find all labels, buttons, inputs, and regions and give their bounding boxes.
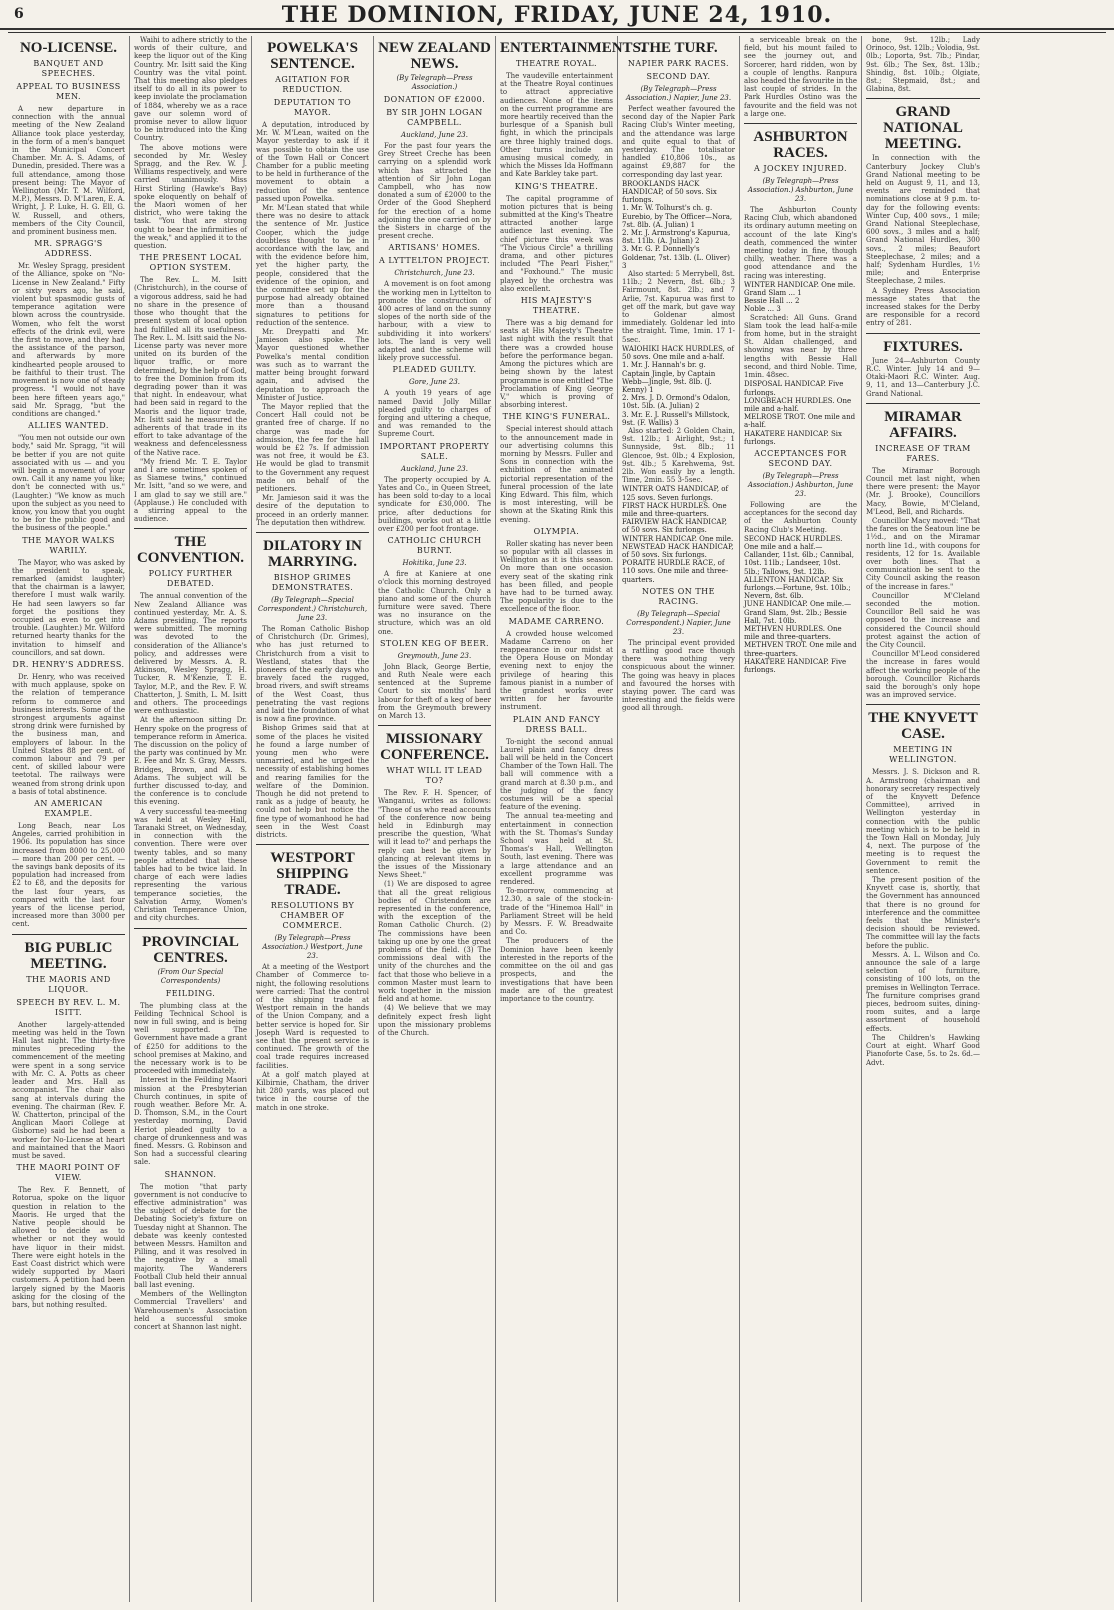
article-subheading: MADAME CARRENO. xyxy=(508,616,605,626)
article-paragraph xyxy=(12,559,125,657)
article-subheading: APPEAL TO BUSINESS MEN. xyxy=(16,82,121,101)
article-heading: NO-LICENSE. xyxy=(19,40,118,56)
article-subheading: POLICY FURTHER DEBATED. xyxy=(148,569,233,589)
article-paragraph xyxy=(500,425,613,523)
article-subheading: THEATRE ROYAL. xyxy=(515,59,598,68)
article-paragraph xyxy=(134,1290,247,1331)
paragraph-text: A youth 19 years of age named David Jolly Millar pleaded guilty to charges of forging and uttering a cheque, and was remanded to the Supreme Court. xyxy=(378,389,491,439)
article-paragraph xyxy=(866,592,980,649)
paragraph-text: The capital programme of motion pictures that is being submitted at the King's Theatre attracted another large audience last evening. The chief picture this week was "The Vicious Circle" a thrilling drama, and other pictures included "The Pearl Fisher," and "Foxhound." The music played by the orchestra was also excellent. xyxy=(500,194,613,293)
dateline: Greymouth, June 23. xyxy=(397,651,472,660)
article-heading: ENTERTAINMENTS. xyxy=(500,40,645,56)
article-paragraph xyxy=(500,72,613,179)
article-subheading: BISHOP GRIMES DEMONSTRATES. xyxy=(271,572,354,592)
article-paragraph xyxy=(134,592,247,715)
column-8 xyxy=(862,36,984,1602)
race-result-line: 2. Mr. J. Armstrong's Kapurua, 8st. 11lb. (A. Julian) 2 xyxy=(622,229,731,246)
section-divider xyxy=(134,528,247,529)
article-paragraph xyxy=(744,314,857,380)
section-divider xyxy=(378,725,491,726)
race-result-line: WINTER HANDICAP. One mile. xyxy=(622,534,734,543)
paragraph-text: June 24—Ashburton County R.C. Winter. July 14 and 9—Otaki-Maori R.C. Winter. Aug. 9, 11, and 13—Canterbury J.C. Grand National. xyxy=(866,356,980,398)
paragraph-text: The motion "that party government is not conducive to effective administration" was the subject of debate for the Debating Society's fixture on Tuesday night at Shannon. The debate was keenly contested between Messrs. Hamilton and Pilling, and it was resolved in the negative by a small majority. The Wanderers Football Club held their annual ball last evening. xyxy=(134,1182,247,1289)
column-2 xyxy=(130,36,252,1602)
article-heading: DILATORY IN MARRYING. xyxy=(263,537,362,570)
dateline: Christchurch, June 23. xyxy=(394,269,475,278)
paragraph-text: (4) We believe that we may definitely expect fresh light upon the missionary problems of the Church. xyxy=(378,1004,491,1038)
paragraph-text: The Children's Hawking Court at eight. Wharf Good Pianoforte Case, 5s. to 2s. 6d.—Advt. xyxy=(866,1033,980,1067)
article-heading: BIG PUBLIC MEETING. xyxy=(24,939,113,972)
paragraph-text: The vaudeville entertainment at the Theatre Royal continues to attract appreciative audiences. None of the items on the current programme are more heartily received than the burlesque of a Spanish bull fight, in which the principals are three highly trained dogs. Other turns include an amusing musical comedy, in which the Misses Ida Hoffmann and Kate Barkley take part. xyxy=(500,72,613,179)
paragraph-text: To-morrow, commencing at 12.30, a sale of the stock-in-trade of the "Hinemoa Hall" in Parliament Street will be held by Messrs. F. W. Breadwaite and Co. xyxy=(500,887,613,937)
paragraph-text: The Roman Catholic Bishop of Christchurch (Dr. Grimes), who has just returned to Christchurch from a visit to Westland, states that the pioneers of the early days who bravely faced the rugged, broad rivers, and swift streams of the West Coast, thus penetrating the vast regions and laid the foundation of what is now a fine province. xyxy=(256,624,369,724)
paragraph-text: In connection with the Canterbury Jockey Club's Grand National meeting to be held on August 9, 11, and 13, events are reminded that nominations close at 9 p.m. to-day for the following events: Winter Cup, 400 sovs., 1 mile; Grand National Steeplechase, 600 sovs., 3 miles and a half; Grand National Hurdles, 300 sovs., 2 miles; Beaufort Steeplechase, 2 miles; and a half; Sydenham Hurdles, 1½ mile; and Enterprise Steeplechase, 2 miles. xyxy=(866,154,980,286)
article-paragraph xyxy=(134,1002,247,1076)
race-result-line: SECOND HACK HURDLES. One mile and a half.—Callander, 11st. 6lb.; Cannibal, 10st. 11lb.; Landseer, 10st. 5lb.; Tallows, 9st. 12lb. xyxy=(744,534,854,576)
column-7 xyxy=(740,36,862,1602)
article-paragraph xyxy=(500,195,613,293)
paragraph-text: bone, 9st. 12lb.; Lady Orinoco, 9st. 12lb.; Volodia, 9st. 0lb.; Loporta, 9st. 7lb.; Pindar, 9st. 6lb.; The Sex, 8st. 13lb.; Shindig, 8st. 10lb.; Olgiate, 8st.; Stepmaid, 8st.; and Glabina, 8st. xyxy=(866,36,980,94)
article-subheading: SHANNON. xyxy=(164,1169,217,1179)
article-subheading: DR. HENRY'S ADDRESS. xyxy=(12,659,125,669)
article-subheading: NOTES ON THE RACING. xyxy=(641,586,715,606)
paragraph-text: A Sydney Press Association message states that the increased stakes for the Derby are responsible for a record entry of 281. xyxy=(866,286,980,328)
article-heading: GRAND NATIONAL MEETING. xyxy=(883,104,963,153)
paragraph-text: Scratched: All Guns. Grand Slam took the lead half-a-mile from home, but in the straight St. Aldan challenged, and showing was near by three lengths with Bessie Hall second, and third Noble. Time, 1min. 48sec. xyxy=(744,313,857,380)
article-paragraph xyxy=(866,154,980,285)
article-subheading: STOLEN KEG OF BEER. xyxy=(379,638,490,648)
dateline: (By Telegraph—Press Association.) Ashburton, June 23. xyxy=(747,471,854,498)
race-result-line: DISPOSAL HANDICAP. Five furlongs. xyxy=(744,380,844,397)
article-paragraph xyxy=(500,937,613,1003)
article-subheading: THE PRESENT LOCAL OPTION SYSTEM. xyxy=(139,253,242,273)
article-paragraph xyxy=(256,204,369,327)
paragraph-text: (1) We are disposed to agree that all the great religious bodies of Christendom are represented in the conference, with the exception of the Roman Catholic Church. (2) The commissions have been taking up one by one the great problems of the field. (3) The commissions deal with the unity of the churches and the fact that those who believe in a common Master must learn to work together in the mission field and at home. xyxy=(378,880,491,1004)
article-paragraph xyxy=(12,822,125,929)
paragraph-text: Mr. M'Lean stated that while there was no desire to attack the sentence of Mr. Justice Cooper, which the judge doubtless thought to be in accordance with the law, and with the evidence before him, yet the higher party, the people, considered that the evidence of the opinion, and the committee set up for the purpose had already obtained more than a thousand signatures to petitions for reduction of the sentence. xyxy=(256,204,369,327)
paragraph-text: Mr. Dreypatti and Mr. Jamieson also spoke. The Mayor questioned whether Powelka's mental condition was such as to warrant the matter being brought forward again, and advised the deputation to approach the Minister of Justice. xyxy=(256,328,369,402)
section-divider xyxy=(866,333,980,334)
paragraph-text: Special interest should attach to the announcement made in our advertising columns this morning by Messrs. Fuller and Sons in connection with the exhibition of the animated pictorial representation of the funeral procession of the late King Edward. This film, which is most interesting, will be shown at the Skating Rink this evening. xyxy=(500,425,613,524)
paragraph-text: a serviceable break on the field, but his mount failed to see the journey out, and Sorcerer, hard ridden, won by a couple of lengths. Ranpura also headed the favourite in the last couple of strides. In the Park Hurdles Ostino was the favourite and the field was not a large one. xyxy=(744,36,857,118)
dateline: (By Telegraph—Press Association.) Westport, June 23. xyxy=(262,934,363,961)
article-subheading: WHAT WILL IT LEAD TO? xyxy=(386,766,483,786)
article-paragraph xyxy=(866,287,980,328)
article-paragraph xyxy=(866,876,980,950)
article-paragraph xyxy=(134,1183,247,1290)
race-result-line: PORAITE HURDLE RACE, of 110 sovs. One mile and three-quarters. xyxy=(622,559,729,584)
paragraph-text: Councillor M'Cleland seconded the motion. Councillor Bell said he was opposed to the increase and considered the Council should protest against the action of the City Council. xyxy=(866,591,980,649)
article-paragraph xyxy=(378,663,491,720)
article-subheading: IMPORTANT PROPERTY SALE. xyxy=(379,441,490,461)
article-paragraph xyxy=(134,808,247,923)
article-subheading: THE KING'S FUNERAL. xyxy=(502,412,611,422)
article-paragraph xyxy=(378,789,491,879)
article-paragraph xyxy=(744,36,857,118)
race-result-line: Bessie Hall ... 2 xyxy=(744,297,800,306)
article-subheading: ALLIES WANTED. xyxy=(28,421,109,431)
article-subheading: HIS MAJESTY'S THEATRE. xyxy=(520,296,593,316)
article-subheading: MR. SPRAGG'S ADDRESS. xyxy=(34,239,103,259)
paragraph-text: The above motions were seconded by Mr. Wesley Spragg, and the Rev. W. J. Williams respectively, and were carried unanimously. Miss Hirst Stirling (Hawke's Bay) spoke eloquently on behalf of the Maori women of her district, who were taking the task. "You that are strong ought to bear the infirmities of the weak," and applied it to the question. xyxy=(134,143,247,251)
paragraph-text: A movement is on foot among the working men in Lyttelton to promote the construction of 400 acres of land on the sunny slopes of the north side of the harbour, with a view to subdividing it into workers' lots. The land is very well adapted and the scheme will likely prove successful. xyxy=(378,280,491,363)
paragraph-text: John Black, George Bertie, and Ruth Neale were each sentenced at the Supreme Court to six months' hard labour for theft of a keg of beer from the Greymouth brewery on March 13. xyxy=(378,662,491,720)
paragraph-text: Mr. Wesley Spragg, president of the Alliance, spoke on "No-License in New Zealand." Fifty or sixty years ago, he said, violent but spasmodic gusts of temperance agitation were blown across the countryside. Women, who felt the worst effects of the drink evil, were the first to move, and they had the assistance of the parson, and afterwards by more kindhearted people aroused to be faithful to their trust. The movement is now one of steady progress. "I would not have been here fifteen years ago," said Mr. Spragg, "but the conditions are changed." xyxy=(12,262,125,418)
article-paragraph xyxy=(256,625,369,723)
article-paragraph xyxy=(256,724,369,839)
race-result-line: BROOKLANDS HACK HANDICAP, of 50 sovs. Six furlongs. xyxy=(622,179,717,205)
section-divider xyxy=(744,123,857,124)
paragraph-text: At a golf match played at Kilbirnie, Chatham, the driver hit 280 yards, was placed out twice in the course of the match in one stroke. xyxy=(256,1070,369,1112)
article-heading: MISSIONARY CONFERENCE. xyxy=(380,731,489,764)
article-subheading: DEPUTATION TO MAYOR. xyxy=(273,98,352,117)
paragraph-text: A very successful tea-meeting was held at Wesley Hall, Taranaki Street, on Wednesday, in connection with the convention. There were over twenty tables, and so many people attended that these tables had to be twice laid. In charge of each were ladies representing the various temperance societies, the Salvation Army, Women's Christian Temperance Union, and city churches. xyxy=(134,807,247,923)
article-heading: ASHBURTON RACES. xyxy=(753,129,848,162)
paragraph-text: A deputation, introduced by Mr. W. M'Lean, waited on the Mayor yesterday to ask if it was possible to obtain the use of the Town Hall or Concert Chamber for a public meeting to be held in furtherance of the movement to obtain a reduction of the sentence passed upon Powelka. xyxy=(256,121,369,203)
race-result-line: MELROSE TROT. One mile and a-half. xyxy=(744,413,856,430)
article-heading: FIXTURES. xyxy=(883,338,963,355)
race-result-line: 2. Mrs. J. D. Ormond's Odalon, 10st. 5lb. (A. Julian) 2 xyxy=(622,394,731,411)
paragraph-text: Councillor Macy moved: "That the fares on the Seatoun line be 1½d., and on the Miramar north line 1d., with coupons for residents, 12 for 1s. Available over both lines. That a communication be sent to the City Council asking the reason of the increase in fares." xyxy=(866,516,980,591)
dateline: (By Telegraph—Special Correspondent.) Napier, June 23. xyxy=(626,609,731,636)
section-divider xyxy=(866,98,980,99)
article-paragraph xyxy=(256,403,369,493)
paragraph-text: Roller skating has never been so popular with all classes in Wellington as it is this season. On more than one occasion every seat of the skating rink has been filled, and people have had to be turned away. The popularity is due to the excellence of the floor. xyxy=(500,539,613,614)
article-paragraph xyxy=(12,673,125,796)
dateline: Hokitika, June 23. xyxy=(402,559,467,568)
race-result-line: HAKATERE HANDICAP. Five furlongs. xyxy=(744,657,847,674)
page-title: THE DOMINION, FRIDAY, JUNE 24, 1910. xyxy=(281,2,833,28)
race-result-line: WINTER HANDICAP. One mile. xyxy=(744,280,856,289)
article-paragraph xyxy=(866,357,980,398)
paragraph-text: Councillor M'Leod considered the increase in fares would affect the working people of the borough. Councillor Richards said the borough's only hope was an improved service. xyxy=(866,650,980,700)
article-paragraph xyxy=(256,1071,369,1112)
column-4 xyxy=(374,36,496,1602)
paragraph-text: The Rev. F. H. Spencer, of Wanganui, writes as follows: "Those of us who read accounts of the conference now being held in Edinburgh may prescribe the question, 'What will it lead to?' and perhaps the reply can best be given by glancing at relevant items in the issues of the Missionary News Sheet." xyxy=(378,789,491,880)
masthead xyxy=(0,0,1114,30)
article-subheading: KING'S THEATRE. xyxy=(514,181,599,191)
article-paragraph xyxy=(12,1021,125,1160)
race-result-line: Grand Slam ... 1 xyxy=(744,289,802,298)
article-subheading: DONATION OF £2000. xyxy=(383,95,486,104)
article-paragraph xyxy=(378,1004,491,1037)
paragraph-text: To-night the second annual Laurel plain and fancy dress ball will be held in the Concert Chamber of the Town Hall. The ball will commence with a grand march at 8.30 p.m., and the judging of the fancy costumes will be a special feature of the evening. xyxy=(500,737,613,812)
article-subheading: INCREASE OF TRAM FARES. xyxy=(875,443,971,463)
section-divider xyxy=(134,928,247,929)
article-paragraph xyxy=(134,276,247,456)
article-subheading: BY SIR JOHN LOGAN CAMPBELL. xyxy=(386,108,483,127)
article-subheading: CATHOLIC CHURCH BURNT. xyxy=(387,536,482,556)
paragraph-text: Members of the Wellington Commercial Travellers' and Warehousemen's Association held a successful smoke concert at Shannon last night. xyxy=(134,1290,247,1332)
article-heading: MIRAMAR AFFAIRS. xyxy=(884,408,962,441)
article-subheading: ARTISANS' HOMES. xyxy=(388,243,481,253)
paragraph-text: The producers of the Dominion have been keenly interested in the reports of the committee on the oil and gas prospects, and the investigations that have been made are of the greatest importance to the country. xyxy=(500,937,613,1003)
column-3 xyxy=(252,36,374,1602)
race-result-line: FAIRVIEW HACK HANDICAP, of 50 sovs. Six furlongs. xyxy=(622,518,727,535)
article-paragraph xyxy=(134,458,247,524)
paragraph-text: Mr. Jamieson said it was the desire of the deputation to proceed in an orderly manner. The deputation then withdrew. xyxy=(256,494,369,527)
paragraph-text: Waihi to adhere strictly to the words of their culture, and keep the liquor out of the King Country. Mr. Isitt said the King Country was the vital point. That this meeting also pledges itself to do all in its power to keep inviolate the proclamation of 1884, whereby we as a race gave our solemn word of promise never to allow liquor to be introduced into the King Country. xyxy=(134,36,247,143)
race-result-line: Noble ... 3 xyxy=(744,305,781,314)
paragraph-text: Interest in the Feilding Maori mission at the Presbyterian Church continues, in spite of rough weather. Before Mr. A. D. Thomson, S.M., in the Court yesterday morning, David Heriot pleaded guilty to a charge of drunkenness and was fined. Messrs. G. Robinson and Son had a successful clearing sale. xyxy=(134,1076,247,1167)
columns xyxy=(8,36,1106,1602)
paragraph-text: The principal event provided a rattling good race though there was nothing very conspicuous about the winner. The going was heavy in places and favoured the horses with staying power. The card was interesting and the fields were good all through. xyxy=(622,638,735,713)
article-paragraph xyxy=(378,280,491,362)
dateline: Gore, June 23. xyxy=(408,378,461,387)
article-paragraph xyxy=(866,517,980,591)
article-paragraph xyxy=(500,630,613,712)
masthead-rule xyxy=(8,32,1106,33)
dateline: Auckland, June 23. xyxy=(401,464,468,473)
paragraph-text: Messrs. J. S. Dickson and R. A. Armstrong (chairman and honorary secretary respectively of the Knyvett Defence Committee), arrived in Wellington yesterday in connection with the public meeting which is to be held in the Town Hall on Monday, July 4, next. The purpose of the meeting is to request the Government to remit the sentence. xyxy=(866,768,980,875)
race-result-line: METHVEN HURDLES. One mile and three-quarters. xyxy=(744,624,842,642)
article-subheading: ACCEPTANCES FOR SECOND DAY. xyxy=(754,448,847,468)
paragraph-text: Bishop Grimes said that at some of the places he visited he found a large number of young men who were unmarried, and he urged the necessity of establishing homes and rearing families for the welfare of the Dominion. Though he did not pretend to rank as a judge of beauty, he could not help but notice the fine type of womanhood he had seen in the West Coast districts. xyxy=(256,724,369,840)
section-divider xyxy=(12,934,125,935)
article-paragraph xyxy=(622,639,735,713)
article-paragraph xyxy=(866,650,980,699)
paragraph-text: The Mayor, who was asked by the president to speak, remarked (amidst laughter) that the chairman is a lawyer, therefore I must walk warily. He had seen lawyers so far forget the positions they occupied as even to get into trouble. (Laughter.) Mr. Wilford returned hearty thanks for the invitation to himself and councillors, and sat down. xyxy=(12,558,125,657)
paragraph-text: Dr. Henry, who was received with much applause, spoke on the relation of temperance reform to commerce and business interests. Some of the strongest arguments against strong drink were furnished by the business man, and employers of labour. In the United States 88 per cent. of common labour and 79 per cent. of skilled labour were teetotal. The railways were weaned from strong drink upon a basis of total abstinence. xyxy=(12,672,125,796)
article-paragraph xyxy=(744,501,857,534)
article-paragraph xyxy=(500,887,613,936)
paragraph-text: Long Beach, near Los Angeles, carried prohibition in 1906. Its population has since increased from 8000 to 25,000 — more than 200 per cent. — the savings bank deposits of its population had increased from £2 to £8, and the deposits for the last four years, as compared with the last four years of the license period, increased more than 3000 per cent. xyxy=(12,822,125,929)
article-paragraph xyxy=(134,1076,247,1166)
race-result-line: 1. Mr. J. Hannah's br. g. Captain Jingle, by Captain Webb—Jingle, 9st. 8lb. (J. Kenny) 1 xyxy=(622,361,716,394)
paragraph-text: The Miramar Borough Council met last night, when there were present: the Mayor (Mr. J. Brooke), Councillors Macy, Bowie, M'Cleland, M'Leod, Bell, and Richards. xyxy=(866,466,980,516)
paragraph-text: The Rev. F. Bennett, of Rotorua, spoke on the liquor question in relation to the Maoris. He urged that the Native people should be allowed to decide as to whether or not they would have liquor in their midst. There were eight hotels in the East Coast district which were widely supported by Maori customers. A petition had been largely signed by the Maoris asking for the closing of the bars, but nothing resulted. xyxy=(12,1186,125,1309)
article-paragraph xyxy=(12,262,125,418)
section-divider xyxy=(256,532,369,533)
article-subheading: SPEECH BY REV. L. M. ISITT. xyxy=(16,997,121,1017)
dateline: (By Telegraph—Special Correspondent.) Christchurch, June 23. xyxy=(257,595,368,622)
article-paragraph xyxy=(866,1034,980,1067)
article-paragraph xyxy=(622,105,735,179)
article-subheading: NAPIER PARK RACES. xyxy=(627,59,730,68)
paragraph-text: "You men not outside our own body," said Mr. Spragg, "it will be better if you are not quite associated with us — and you will begin a movement of your own. Call it any name you like; don't be connected with us." (Laughter.) "We know as much upon the subject as you need to know, you know that you ought to be for the public good and the business of the people." xyxy=(12,434,125,533)
race-result-line: ALLENTON HANDICAP. Six furlongs.—Fortune, 9st. 10lb.; Nevern, 8st. 6lb. xyxy=(744,575,851,601)
article-paragraph xyxy=(378,570,491,636)
section-divider xyxy=(866,403,980,404)
paragraph-text: Following are the acceptances for the second day of the Ashburton County Racing Club's Meeting. xyxy=(744,500,857,534)
article-paragraph xyxy=(256,963,369,1070)
paragraph-text: The annual convention of the New Zealand Alliance was continued yesterday, Mr. A. S. Adams presiding. The reports were submitted. The morning was devoted to the consideration of the Alliance's policy, and addresses were delivered by Messrs. A. R. Atkinson, Wesley Spragg, H. Tucker, R. M'Kenzie, T. E. Taylor, M.P., and the Rev. F. W. Chatterton, J. Smith, L. M. Isitt and others. The proceedings were enthusiastic. xyxy=(134,592,247,716)
paragraph-text: A fire at Kaniere at one o'clock this morning destroyed the Catholic Church. Only a piano and some of the church furniture were saved. There was no insurance on the structure, which was an old one. xyxy=(378,570,491,636)
article-subheading: AN AMERICAN EXAMPLE. xyxy=(34,799,103,819)
race-result-line: WINTER OATS HANDICAP, of 125 sovs. Seven furlongs. xyxy=(622,485,729,502)
article-paragraph xyxy=(866,36,980,93)
article-paragraph xyxy=(12,105,125,236)
paragraph-text: There was a big demand for seats at His Majesty's Theatre last night with the result that there was a crowded house before the performance began. Among the pictures which are being shown by the latest programme is one entitled "The Proclamation of King George V," which is proving of absorbing interest. xyxy=(500,319,613,410)
paragraph-text: At a meeting of the Westport Chamber of Commerce to-night, the following resolutions were carried: That the control of the shipping trade at Westport remain in the hands of the Union Company, and a better service is hoped for. Sir Joseph Ward is requested to see that the present service is continued. The growth of the coal trade requires increased facilities. xyxy=(256,963,369,1070)
article-paragraph xyxy=(256,328,369,402)
article-paragraph xyxy=(500,812,613,886)
paragraph-text: The present position of the Knyvett case is, shortly, that the Government has announced that there is no ground for interference and the committee feels that the Minister's decision should be reviewed. The committee will lay the facts before the public. xyxy=(866,876,980,950)
article-subheading: PLAIN AND FANCY DRESS BALL. xyxy=(512,714,601,734)
article-paragraph xyxy=(134,144,247,251)
article-paragraph xyxy=(866,768,980,875)
article-heading: THE CONVENTION. xyxy=(136,534,245,567)
article-paragraph xyxy=(500,540,613,614)
article-paragraph xyxy=(622,270,735,344)
dateline: (From Our Special Correspondents) xyxy=(157,967,224,985)
article-subheading: A JOCKEY INJURED. xyxy=(754,164,847,174)
race-result-line: NEWSTEAD HACK HANDICAP, of 50 sovs. Six furlongs. xyxy=(622,542,734,559)
paragraph-text: The Mayor replied that the Concert Hall could not be granted free of charge. If no charge was made for admission, the fee for the hall would be £2 7s. If admission was not free, it would be £3. He would be glad to transmit to the Government any request made on behalf of the petitioners. xyxy=(256,402,369,493)
article-paragraph xyxy=(256,494,369,527)
section-divider xyxy=(866,704,980,705)
article-subheading: THE MAORI POINT OF VIEW. xyxy=(16,1163,121,1183)
race-result-line: JUNE HANDICAP. One mile.—Grand Slam, 9st. 2lb.; Bessie Hall, 7st. 10lb. xyxy=(744,600,852,625)
race-result-line: HAKATERE HANDICAP. Six furlongs. xyxy=(744,429,842,446)
race-result-line: FIRST HACK HURDLES. One mile and three-quarters. xyxy=(622,501,727,518)
article-heading: THE TURF. xyxy=(639,40,718,56)
race-result-line: 3. Mr. E. J. Russell's Millstock, 9st. (F. Wallis) 3 xyxy=(622,410,730,427)
article-paragraph xyxy=(622,427,735,484)
dateline: (By Telegraph—Press Association.) Napier, June 23. xyxy=(625,85,732,102)
paragraph-text: The Ashburton County Racing Club, which abandoned its ordinary autumn meeting on account of the late King's death, commenced the winter meeting today in fine, though chilly, weather. There was a good attendance and the racing was interesting. xyxy=(744,206,857,280)
article-heading: NEW ZEALAND NEWS. xyxy=(378,40,491,72)
article-subheading: MEETING IN WELLINGTON. xyxy=(889,745,957,765)
paragraph-text: Perfect weather favoured the second day of the Napier Park Racing Club's Winter meeting, and the attendance was large and quite equal to that of yesterday. The totalisator handled £10,806 10s., as against £9,887 for the corresponding day last year. xyxy=(622,105,735,179)
article-subheading: AGITATION FOR REDUCTION. xyxy=(275,75,350,94)
article-heading: PROVINCIAL CENTRES. xyxy=(142,933,239,966)
article-paragraph xyxy=(256,121,369,203)
article-paragraph xyxy=(378,476,491,533)
paragraph-text: Also started: 2 Golden Chain, 9st. 12lb.; 1 Airlight, 9st.; 1 Sunnyside, 9st. 8lb.; 11 Glencoe, 9st. 0lb.; 4 Explosion, 9st. 4lb.; 5 Karehwema, 9st. 2lb. Won easily by a length. Time, 2min. 55 3-5sec. xyxy=(622,426,735,485)
paragraph-text: A crowded house welcomed Madame Carreno on her reappearance in our midst at the Opera House on Monday evening next to enjoy the privilege of hearing this famous pianist in a number of the grandest works ever written for her favourite instrument. xyxy=(500,629,613,712)
article-paragraph xyxy=(866,467,980,516)
article-paragraph xyxy=(500,319,613,409)
article-heading: THE KNYVETT CASE. xyxy=(868,710,978,743)
race-result-line: METHVEN TROT. One mile and three-quarters. xyxy=(744,641,857,658)
article-paragraph xyxy=(378,880,491,1003)
article-paragraph xyxy=(378,389,491,438)
article-heading: POWELKA'S SENTENCE. xyxy=(267,40,358,72)
article-paragraph xyxy=(134,36,247,143)
race-result-line: LONGBEACH HURDLES. One mile and a-half. xyxy=(744,396,852,413)
article-heading: WESTPORT SHIPPING TRADE. xyxy=(270,850,355,899)
article-subheading: SECOND DAY. xyxy=(646,72,711,81)
dateline: Auckland, June 23. xyxy=(401,131,468,139)
column-6 xyxy=(618,36,740,1602)
article-subheading: OLYMPIA. xyxy=(533,526,580,536)
paragraph-text: Also started: 5 Merrybell, 8st. 11lb.; 2 Nevern, 8st. 6lb.; 3 Fairmount, 8st. 2lb.; and 7 Arlie, 7st. Kapurua was first to get off the mark, but gave way to Goldenar almost immediately. Goldenar led into the straight. Time, 1min. 17 1-5sec. xyxy=(622,270,735,344)
dateline: (By Telegraph—Press Association.) xyxy=(396,74,473,91)
page-number: 6 xyxy=(14,6,24,22)
paragraph-text: "My friend Mr. T. E. Taylor and I are sometimes spoken of as Siamese twins," continued Mr. Isitt, "and so we were, and I am glad to say we still are." (Applause.) He concluded with a stirring appeal to the audience. xyxy=(134,457,247,524)
race-result-line: WAIOHIKI HACK HURDLES, of 50 sovs. One mile and a-half. xyxy=(622,344,734,362)
dateline: (By Telegraph—Press Association.) Ashburton, June 23. xyxy=(747,177,854,204)
paragraph-text: A new departure in connection with the annual meeting of the New Zealand Alliance took place yesterday, in the form of a men's banquet in the Municipal Concert Chamber. Mr. A. S. Adams, of Dunedin, presided. There was a full attendance, among those present being: The Mayor of Wellington (Mr. T. M. Wilford, M.P.), Messrs. D. M'Laren, E. A. Wright, J. P. Luke, H. G. Ell, G. W. Russell, and others, members of the City Council, and prominent business men. xyxy=(12,105,125,237)
article-subheading: RESOLUTIONS BY CHAMBER OF COMMERCE. xyxy=(270,901,355,931)
paragraph-text: Messrs. A. L. Wilson and Co. announce the sale of a large selection of furniture, consisting of 100 lots, on the premises in Wellington Terrace. The furniture comprises grand pieces, bedroom suites, dining-room suites, and a large assortment of household effects. xyxy=(866,950,980,1033)
race-result-line: 3. Mr. G. P. Donnelly's Goldenar, 7st. 13lb. (L. Oliver) 3 xyxy=(622,245,730,270)
article-subheading: BANQUET AND SPEECHES. xyxy=(33,59,104,78)
paragraph-text: The annual tea-meeting and entertainment in connection with the St. Thomas's Sunday School was held at St. Thomas's Hall, Wellington South, last evening. There was a large attendance and an excellent programme was rendered. xyxy=(500,812,613,887)
section-divider xyxy=(256,844,369,845)
article-subheading: A LYTTELTON PROJECT. xyxy=(379,256,490,266)
column-5 xyxy=(496,36,645,1602)
article-paragraph xyxy=(744,206,857,280)
paragraph-text: The plumbing class at the Feilding Technical School is now in full swing, and is being well supported. The Government have made a grant of £250 for additions to the school premises at Makino, and the necessary work is to be proceeded with immediately. xyxy=(134,1001,247,1076)
article-subheading: FEILDING. xyxy=(165,988,216,998)
article-paragraph xyxy=(12,1186,125,1309)
column-1 xyxy=(8,36,130,1602)
paragraph-text: For the past four years the Grey Street Creche has been carrying on a splendid work which has attracted the attention of Sir John Logan Campbell, who has now donated a sum of £2000 to the Order of the Good Shepherd for the erection of a home adjoining the one carried on by the Sisters in charge of the present creche. xyxy=(378,142,491,241)
paragraph-text: The Rev. L. M. Isitt (Christchurch), in the course of a vigorous address, said he had no share in the presence of those who thought that the present system of local option had fulfilled all its usefulness. The Rev. L. M. Isitt said the No-License party was never more united on its burden of the liquor traffic, or more determined, by the help of God, to free the Dominion from its degrading power than it was that night. In endeavour, what had been said in regard to the Maoris and the liquor trade, Mr. Isitt said he measured the adherents of that trade in its effort to take advantage of the weakness and defencelessness of the Native race. xyxy=(134,276,247,457)
article-paragraph xyxy=(134,716,247,806)
article-paragraph xyxy=(500,738,613,812)
article-subheading: THE MAORIS AND LIQUOR. xyxy=(26,974,111,994)
paragraph-text: At the afternoon sitting Dr. Henry spoke on the progress of temperance reform in America. The discussion on the policy of the party was continued by Mr. E. Fee and Mr. S. Gray, Messrs. Bridges, Brown, and A. S. Adams. The subject will be further discussed to-day, and the conference is to conclude this evening. xyxy=(134,716,247,807)
race-result-line: 1. Mr. W. Tolhurst's ch. g. Eurebio, by The Officer—Nora, 7st. 8lb. (A. Julian) 1 xyxy=(622,204,733,229)
article-subheading: THE MAYOR WALKS WARILY. xyxy=(22,535,115,555)
article-paragraph xyxy=(866,951,980,1033)
article-paragraph xyxy=(12,434,125,532)
article-paragraph xyxy=(378,142,491,240)
paragraph-text: Another largely-attended meeting was held in the Town Hall last night. The thirty-five minutes preceding the commencement of the meeting were spent in a song service with Mr. C. A. Potts as cheer leader and Mrs. Hall as accompanist. The chair also sang at intervals during the evening. The chairman (Rev. F. W. Chatterton, principal of the Anglican Maori College at Gisborne) said he had been a worker for No-License at heart and maintained that the Maori must be saved. xyxy=(12,1020,125,1160)
article-subheading: PLEADED GUILTY. xyxy=(392,365,477,375)
paragraph-text: The property occupied by A. Yates and Co., in Queen Street, has been sold to-day to a local syndicate for £30,000. The price, after deductions for buildings, works out at a little over £200 per foot frontage. xyxy=(378,475,491,533)
